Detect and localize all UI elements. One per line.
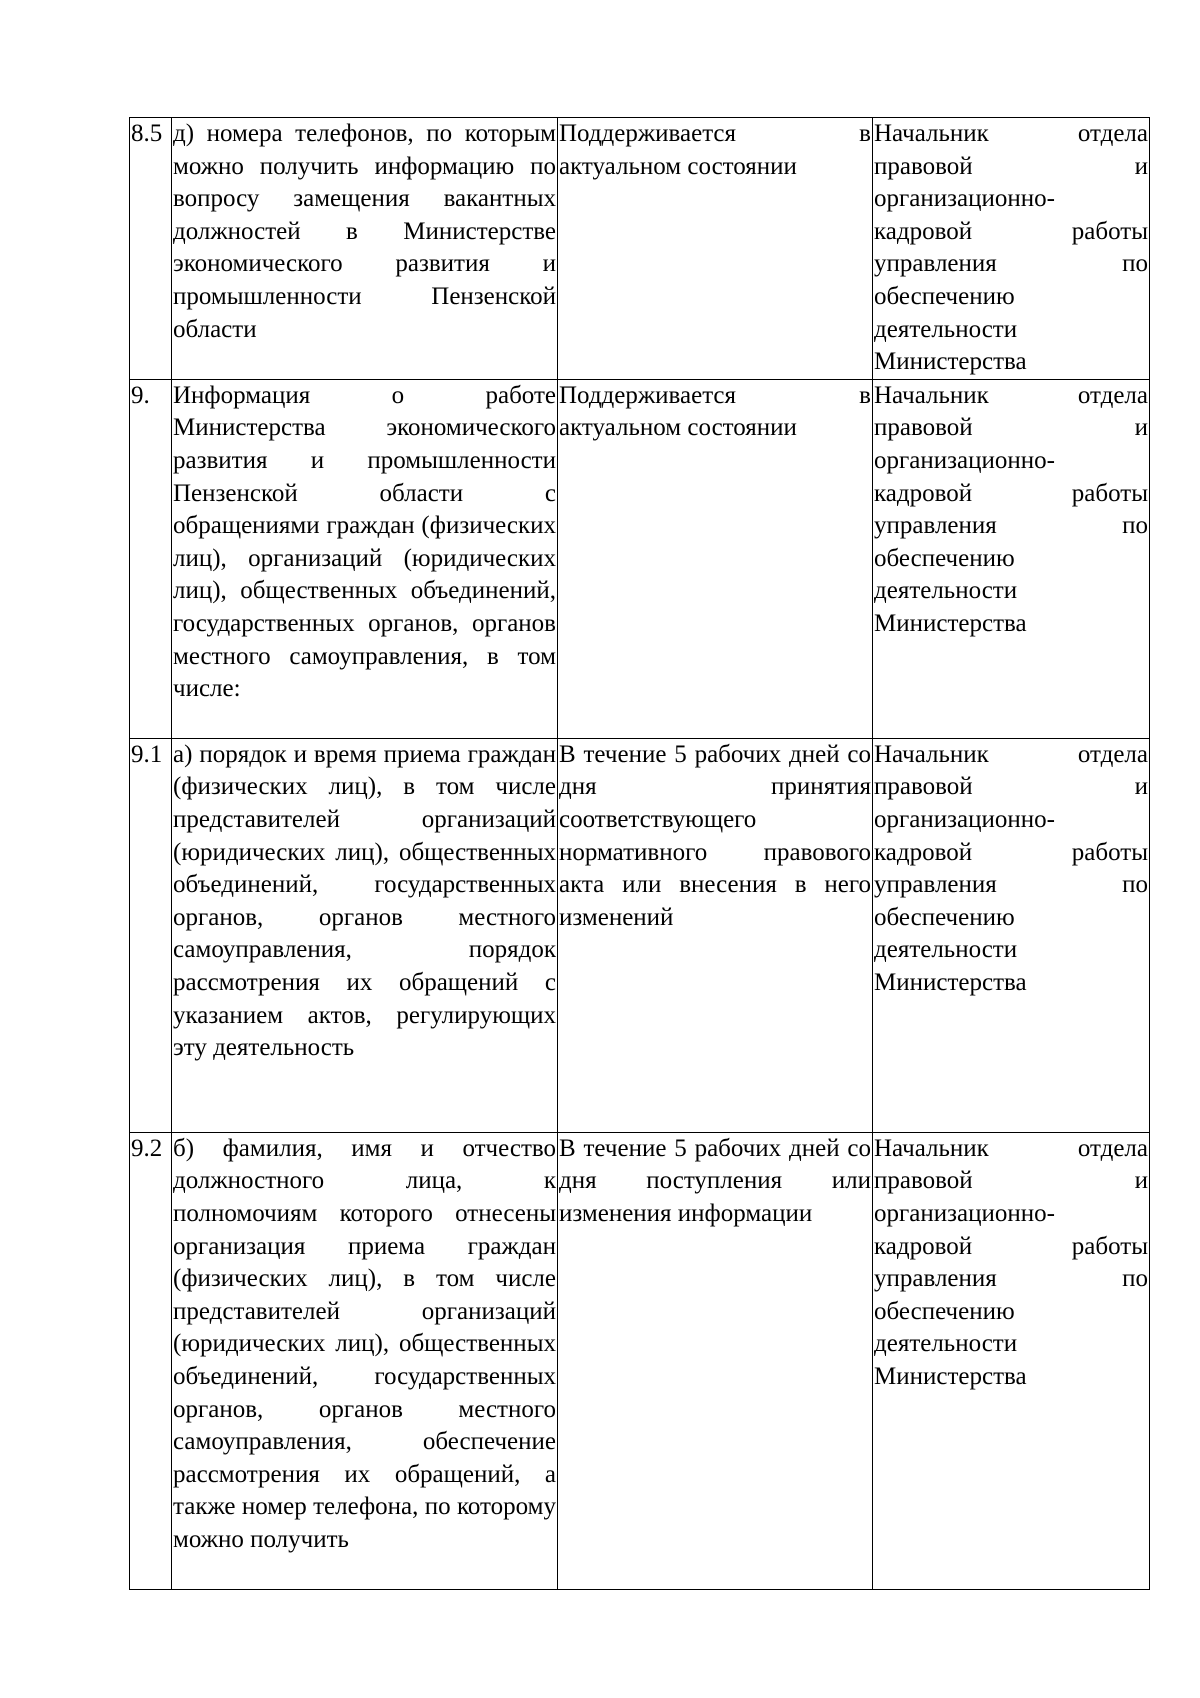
- table-row: [130, 379, 1150, 738]
- responsible-cell: Начальник отдела правовой и организационно-кадровой работы управления по обеспечению деятельности Министерства: [873, 118, 1150, 380]
- info-cell: Информация о работе Министерства экономического развития и промышленности Пензенской области с обращениями граждан (физических лиц), организаций (юридических лиц), общественных объединений, государственных органов, органов местного самоуправления, в том числе:: [172, 379, 558, 738]
- row-number: 9.2: [130, 1132, 172, 1589]
- deadline-cell: В течение 5 рабочих дней со дня принятия соответствующего нормативного правового акта или внесения в него изменений: [558, 738, 873, 1132]
- deadline-cell: В течение 5 рабочих дней со дня поступления или изменения информации: [558, 1132, 873, 1589]
- info-cell: а) порядок и время приема граждан (физических лиц), в том числе представителей организаций (юридических лиц), общественных объединений, государственных органов, органов местного самоуправления, порядок рассмотрения их обращений с указанием актов, регулирующих эту деятельность: [172, 738, 558, 1132]
- info-cell: б) фамилия, имя и отчество должностного лица, к полномочиям которого отнесены организация приема граждан (физических лиц), в том числе представителей организаций (юридических лиц), общественных объединений, государственных органов, органов местного самоуправления, обеспечение рассмотрения их обращений, а также номер телефона, по которому можно получить: [172, 1132, 558, 1589]
- row-number: 9.1: [130, 738, 172, 1132]
- responsible-cell: Начальник отдела правовой и организационно-кадровой работы управления по обеспечению деятельности Министерства: [873, 379, 1150, 738]
- table-row: [130, 738, 1150, 1132]
- deadline-cell: Поддерживается в актуальном состоянии: [558, 118, 873, 380]
- deadline-cell: Поддерживается в актуальном состоянии: [558, 379, 873, 738]
- table-row: [130, 1132, 1150, 1589]
- row-number: 9.: [130, 379, 172, 738]
- table-row: [130, 118, 1150, 380]
- row-number: 8.5: [130, 118, 172, 380]
- info-cell: д) номера телефонов, по которым можно получить информацию по вопросу замещения вакантных должностей в Министерстве экономического развития и промышленности Пензенской области: [172, 118, 558, 380]
- responsible-cell: Начальник отдела правовой и организационно-кадровой работы управления по обеспечению деятельности Министерства: [873, 1132, 1150, 1589]
- information-table: [129, 117, 1150, 1590]
- responsible-cell: Начальник отдела правовой и организационно-кадровой работы управления по обеспечению деятельности Министерства: [873, 738, 1150, 1132]
